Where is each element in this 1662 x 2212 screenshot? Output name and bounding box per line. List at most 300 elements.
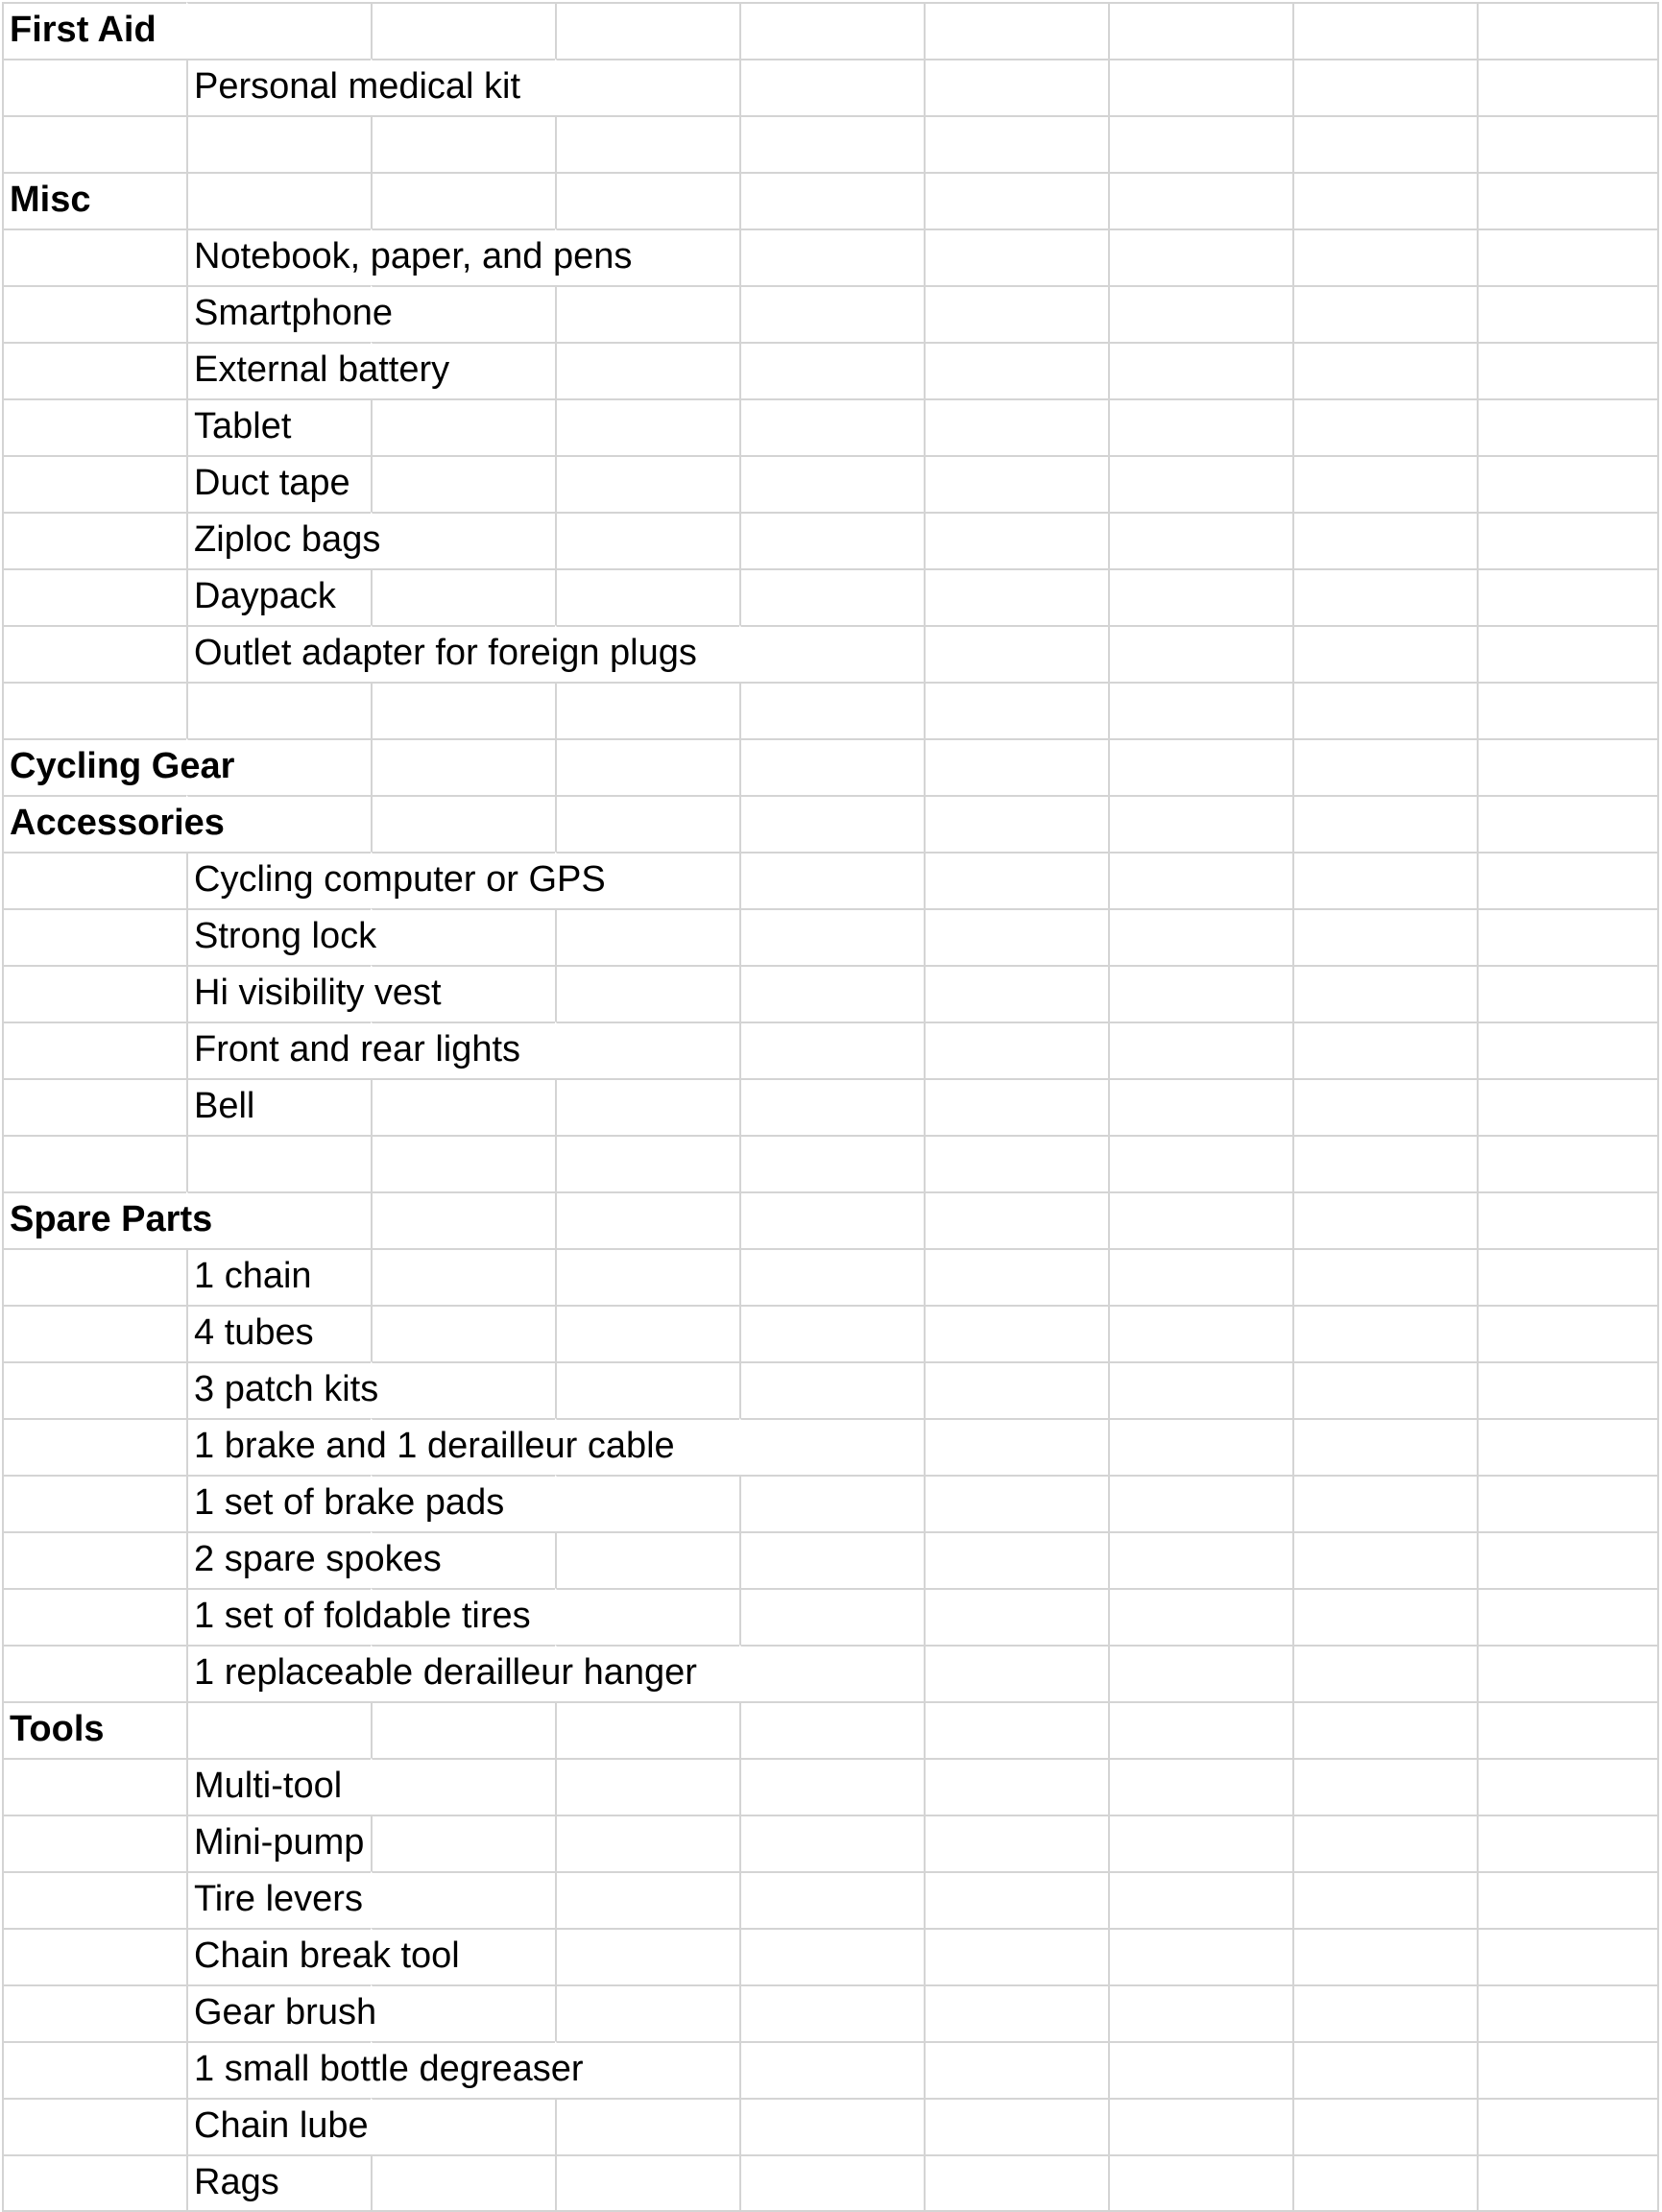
grid-cell[interactable] xyxy=(739,285,924,342)
grid-cell[interactable] xyxy=(924,1191,1108,1248)
grid-cell[interactable] xyxy=(1108,455,1292,512)
grid-cell[interactable] xyxy=(555,1984,739,2041)
grid-cell[interactable] xyxy=(739,2,924,59)
grid-cell[interactable] xyxy=(2,1531,186,1588)
grid-cell[interactable] xyxy=(1108,908,1292,965)
grid-cell[interactable] xyxy=(924,455,1108,512)
grid-cell[interactable] xyxy=(924,965,1108,1022)
grid-cell[interactable] xyxy=(1477,228,1659,285)
grid-cell[interactable] xyxy=(371,1701,555,1758)
grid-cell[interactable] xyxy=(1477,682,1659,738)
grid-cell[interactable] xyxy=(555,1135,739,1191)
grid-cell[interactable] xyxy=(1477,2,1659,59)
grid-cell[interactable] xyxy=(2,852,186,908)
grid-cell[interactable] xyxy=(371,172,555,228)
grid-cell[interactable] xyxy=(739,1305,924,1361)
grid-cell[interactable] xyxy=(739,1248,924,1305)
grid-cell[interactable] xyxy=(1108,1305,1292,1361)
grid-cell[interactable] xyxy=(1292,738,1477,795)
grid-cell[interactable] xyxy=(1292,1361,1477,1418)
grid-cell[interactable] xyxy=(371,568,555,625)
grid-cell[interactable] xyxy=(1292,1701,1477,1758)
grid-cell[interactable] xyxy=(1477,1758,1659,1815)
grid-cell[interactable] xyxy=(1292,172,1477,228)
grid-cell[interactable] xyxy=(555,1928,739,1984)
grid-cell[interactable] xyxy=(1108,1645,1292,1701)
grid-cell[interactable] xyxy=(1108,1248,1292,1305)
grid-cell[interactable] xyxy=(2,1815,186,1871)
grid-cell[interactable] xyxy=(924,1305,1108,1361)
grid-cell[interactable] xyxy=(186,682,371,738)
grid-cell[interactable] xyxy=(1292,1645,1477,1701)
grid-cell[interactable] xyxy=(2,2098,186,2154)
grid-cell[interactable] xyxy=(924,1645,1108,1701)
grid-cell[interactable] xyxy=(739,1191,924,1248)
grid-cell[interactable] xyxy=(555,1022,739,1078)
grid-cell[interactable] xyxy=(924,1022,1108,1078)
grid-cell[interactable] xyxy=(186,172,371,228)
grid-cell[interactable] xyxy=(371,115,555,172)
grid-cell[interactable] xyxy=(1477,852,1659,908)
grid-cell[interactable] xyxy=(739,1078,924,1135)
grid-cell[interactable] xyxy=(1292,1531,1477,1588)
grid-cell[interactable] xyxy=(555,172,739,228)
grid-cell[interactable] xyxy=(1477,172,1659,228)
grid-cell[interactable] xyxy=(2,342,186,398)
checklist-item: 2 spare spokes xyxy=(194,1539,442,1579)
grid-cell[interactable] xyxy=(739,1418,924,1475)
grid-cell[interactable] xyxy=(555,738,739,795)
grid-cell[interactable] xyxy=(739,738,924,795)
grid-cell[interactable] xyxy=(739,2098,924,2154)
grid-cell[interactable] xyxy=(555,342,739,398)
grid-cell[interactable] xyxy=(371,1191,555,1248)
grid-cell[interactable] xyxy=(1477,738,1659,795)
grid-cell[interactable] xyxy=(1477,285,1659,342)
grid-cell[interactable] xyxy=(924,852,1108,908)
grid-cell[interactable] xyxy=(2,1871,186,1928)
grid-cell[interactable] xyxy=(1477,1815,1659,1871)
grid-cell[interactable] xyxy=(1477,1248,1659,1305)
grid-cell[interactable] xyxy=(555,455,739,512)
grid-cell[interactable] xyxy=(1108,682,1292,738)
grid-cell[interactable] xyxy=(924,1871,1108,1928)
grid-cell[interactable] xyxy=(555,1588,739,1645)
grid-cell[interactable] xyxy=(924,512,1108,568)
grid-cell[interactable] xyxy=(739,115,924,172)
grid-cell[interactable] xyxy=(1108,852,1292,908)
grid-cell[interactable] xyxy=(555,59,739,115)
grid-cell[interactable] xyxy=(2,228,186,285)
grid-cell[interactable] xyxy=(924,172,1108,228)
grid-cell[interactable] xyxy=(555,2154,739,2212)
grid-cell[interactable] xyxy=(924,59,1108,115)
grid-cell[interactable] xyxy=(739,512,924,568)
grid-cell[interactable] xyxy=(1292,342,1477,398)
grid-cell[interactable] xyxy=(1477,965,1659,1022)
grid-cell[interactable] xyxy=(186,1701,371,1758)
grid-cell[interactable] xyxy=(1108,625,1292,682)
grid-cell[interactable] xyxy=(1292,1871,1477,1928)
grid-cell[interactable] xyxy=(1108,1758,1292,1815)
grid-cell[interactable] xyxy=(1108,285,1292,342)
grid-cell[interactable] xyxy=(2,1135,186,1191)
grid-cell[interactable] xyxy=(2,1418,186,1475)
grid-cell[interactable] xyxy=(1477,1645,1659,1701)
grid-cell[interactable] xyxy=(1108,1135,1292,1191)
grid-cell[interactable] xyxy=(1108,1871,1292,1928)
grid-cell[interactable] xyxy=(371,2098,555,2154)
grid-cell[interactable] xyxy=(2,59,186,115)
grid-cell[interactable] xyxy=(1477,1475,1659,1531)
grid-cell[interactable] xyxy=(1477,1418,1659,1475)
grid-cell[interactable] xyxy=(1477,455,1659,512)
grid-cell[interactable] xyxy=(924,1984,1108,2041)
grid-cell[interactable] xyxy=(1108,2098,1292,2154)
grid-cell[interactable] xyxy=(555,1701,739,1758)
grid-cell[interactable] xyxy=(371,1758,555,1815)
grid-cell[interactable] xyxy=(739,1815,924,1871)
grid-cell[interactable] xyxy=(1108,568,1292,625)
grid-cell[interactable] xyxy=(555,2,739,59)
grid-cell[interactable] xyxy=(739,1022,924,1078)
grid-cell[interactable] xyxy=(2,1588,186,1645)
grid-cell[interactable] xyxy=(371,2154,555,2212)
grid-cell[interactable] xyxy=(555,1191,739,1248)
grid-cell[interactable] xyxy=(924,1248,1108,1305)
grid-cell[interactable] xyxy=(371,398,555,455)
grid-cell[interactable] xyxy=(555,1815,739,1871)
grid-cell[interactable] xyxy=(1477,568,1659,625)
grid-cell[interactable] xyxy=(1108,1078,1292,1135)
grid-cell[interactable] xyxy=(2,1022,186,1078)
grid-cell[interactable] xyxy=(739,795,924,852)
grid-cell[interactable] xyxy=(371,1871,555,1928)
grid-cell[interactable] xyxy=(1477,2154,1659,2212)
grid-cell[interactable] xyxy=(186,115,371,172)
grid-cell[interactable] xyxy=(1292,1984,1477,2041)
grid-cell[interactable] xyxy=(1477,1078,1659,1135)
grid-cell[interactable] xyxy=(924,1815,1108,1871)
grid-cell[interactable] xyxy=(555,1475,739,1531)
grid-cell[interactable] xyxy=(924,738,1108,795)
grid-cell[interactable] xyxy=(1292,228,1477,285)
grid-cell[interactable] xyxy=(1477,625,1659,682)
grid-cell[interactable] xyxy=(739,2154,924,2212)
grid-cell[interactable] xyxy=(924,342,1108,398)
item-row xyxy=(2,1588,1659,1645)
grid-cell[interactable] xyxy=(1292,1248,1477,1305)
grid-cell[interactable] xyxy=(924,2154,1108,2212)
grid-cell[interactable] xyxy=(1108,1531,1292,1588)
grid-cell[interactable] xyxy=(1477,1135,1659,1191)
grid-cell[interactable] xyxy=(555,1758,739,1815)
grid-cell[interactable] xyxy=(1292,2098,1477,2154)
grid-cell[interactable] xyxy=(1477,2041,1659,2098)
grid-cell[interactable] xyxy=(371,2,555,59)
grid-cell[interactable] xyxy=(739,1871,924,1928)
item-row xyxy=(2,908,1659,965)
grid-cell[interactable] xyxy=(924,1078,1108,1135)
grid-cell[interactable] xyxy=(1292,965,1477,1022)
grid-cell[interactable] xyxy=(2,1928,186,1984)
grid-cell[interactable] xyxy=(739,908,924,965)
grid-cell[interactable] xyxy=(1477,1531,1659,1588)
grid-cell[interactable] xyxy=(1477,1588,1659,1645)
grid-cell[interactable] xyxy=(1292,795,1477,852)
grid-cell[interactable] xyxy=(2,682,186,738)
grid-cell[interactable] xyxy=(2,908,186,965)
grid-cell[interactable] xyxy=(739,568,924,625)
grid-cell[interactable] xyxy=(1477,1701,1659,1758)
grid-cell[interactable] xyxy=(739,1984,924,2041)
grid-cell[interactable] xyxy=(1292,568,1477,625)
grid-cell[interactable] xyxy=(1292,455,1477,512)
grid-cell[interactable] xyxy=(555,115,739,172)
grid-cell[interactable] xyxy=(2,965,186,1022)
grid-cell[interactable] xyxy=(739,172,924,228)
grid-cell[interactable] xyxy=(1292,1758,1477,1815)
grid-cell[interactable] xyxy=(371,1815,555,1871)
grid-cell[interactable] xyxy=(555,1871,739,1928)
grid-cell[interactable] xyxy=(1292,908,1477,965)
grid-cell[interactable] xyxy=(924,1531,1108,1588)
grid-cell[interactable] xyxy=(739,1928,924,1984)
grid-cell[interactable] xyxy=(371,1135,555,1191)
grid-cell[interactable] xyxy=(2,1305,186,1361)
grid-cell[interactable] xyxy=(739,1531,924,1588)
grid-cell[interactable] xyxy=(2,625,186,682)
grid-cell[interactable] xyxy=(924,2,1108,59)
grid-cell[interactable] xyxy=(371,1361,555,1418)
grid-cell[interactable] xyxy=(371,1984,555,2041)
grid-cell[interactable] xyxy=(371,455,555,512)
grid-cell[interactable] xyxy=(924,398,1108,455)
grid-cell[interactable] xyxy=(555,795,739,852)
grid-cell[interactable] xyxy=(1477,1191,1659,1248)
grid-cell[interactable] xyxy=(1108,1475,1292,1531)
grid-cell[interactable] xyxy=(924,625,1108,682)
grid-cell[interactable] xyxy=(1108,1984,1292,2041)
grid-cell[interactable] xyxy=(739,455,924,512)
grid-cell[interactable] xyxy=(2,1984,186,2041)
grid-cell[interactable] xyxy=(1108,1815,1292,1871)
grid-cell[interactable] xyxy=(739,1701,924,1758)
grid-cell[interactable] xyxy=(924,2098,1108,2154)
grid-cell[interactable] xyxy=(186,1191,371,1248)
grid-cell[interactable] xyxy=(1108,115,1292,172)
grid-cell[interactable] xyxy=(924,1418,1108,1475)
grid-cell[interactable] xyxy=(1477,512,1659,568)
grid-cell[interactable] xyxy=(1292,625,1477,682)
grid-cell[interactable] xyxy=(1292,1815,1477,1871)
grid-cell[interactable] xyxy=(924,1588,1108,1645)
grid-cell[interactable] xyxy=(1108,2,1292,59)
grid-cell[interactable] xyxy=(1292,1135,1477,1191)
grid-cell[interactable] xyxy=(186,2,371,59)
item-row xyxy=(2,1815,1659,1871)
grid-cell[interactable] xyxy=(1292,2154,1477,2212)
grid-cell[interactable] xyxy=(2,1758,186,1815)
grid-cell[interactable] xyxy=(1292,1305,1477,1361)
checklist-item: External battery xyxy=(194,349,450,390)
grid-cell[interactable] xyxy=(2,455,186,512)
grid-cell[interactable] xyxy=(1477,115,1659,172)
grid-cell[interactable] xyxy=(924,2041,1108,2098)
grid-cell[interactable] xyxy=(1292,1475,1477,1531)
grid-cell[interactable] xyxy=(2,2041,186,2098)
grid-cell[interactable] xyxy=(1108,1361,1292,1418)
section-header: Spare Parts xyxy=(10,1199,213,1239)
grid-cell[interactable] xyxy=(1292,1191,1477,1248)
grid-cell[interactable] xyxy=(1108,1191,1292,1248)
grid-cell[interactable] xyxy=(1108,1022,1292,1078)
grid-cell[interactable] xyxy=(2,1645,186,1701)
grid-cell[interactable] xyxy=(1108,795,1292,852)
grid-cell[interactable] xyxy=(1292,59,1477,115)
grid-cell[interactable] xyxy=(739,1588,924,1645)
grid-cell[interactable] xyxy=(2,512,186,568)
grid-cell[interactable] xyxy=(924,795,1108,852)
grid-cell[interactable] xyxy=(1477,2098,1659,2154)
grid-cell[interactable] xyxy=(739,1758,924,1815)
grid-cell[interactable] xyxy=(924,115,1108,172)
grid-cell[interactable] xyxy=(1292,398,1477,455)
grid-cell[interactable] xyxy=(739,625,924,682)
grid-cell[interactable] xyxy=(739,398,924,455)
grid-cell[interactable] xyxy=(1292,1588,1477,1645)
grid-cell[interactable] xyxy=(1108,1588,1292,1645)
grid-cell[interactable] xyxy=(1477,342,1659,398)
grid-cell[interactable] xyxy=(1477,795,1659,852)
grid-cell[interactable] xyxy=(2,1248,186,1305)
grid-cell[interactable] xyxy=(555,908,739,965)
grid-cell[interactable] xyxy=(1292,1078,1477,1135)
grid-cell[interactable] xyxy=(739,228,924,285)
grid-cell[interactable] xyxy=(924,285,1108,342)
grid-cell[interactable] xyxy=(371,1248,555,1305)
grid-cell[interactable] xyxy=(555,398,739,455)
grid-cell[interactable] xyxy=(1292,115,1477,172)
grid-cell[interactable] xyxy=(924,1361,1108,1418)
grid-cell[interactable] xyxy=(924,568,1108,625)
grid-cell[interactable] xyxy=(555,682,739,738)
grid-cell[interactable] xyxy=(1108,512,1292,568)
grid-cell[interactable] xyxy=(1108,228,1292,285)
grid-cell[interactable] xyxy=(1108,738,1292,795)
grid-cell[interactable] xyxy=(1292,852,1477,908)
grid-cell[interactable] xyxy=(1292,1022,1477,1078)
grid-cell[interactable] xyxy=(1292,1418,1477,1475)
grid-cell[interactable] xyxy=(555,1361,739,1418)
grid-cell[interactable] xyxy=(1292,285,1477,342)
grid-cell[interactable] xyxy=(924,1701,1108,1758)
grid-cell[interactable] xyxy=(1292,2,1477,59)
grid-cell[interactable] xyxy=(924,908,1108,965)
grid-cell[interactable] xyxy=(1477,1984,1659,2041)
grid-cell[interactable] xyxy=(371,682,555,738)
grid-cell[interactable] xyxy=(739,1475,924,1531)
grid-cell[interactable] xyxy=(924,228,1108,285)
grid-cell[interactable] xyxy=(1477,398,1659,455)
grid-cell[interactable] xyxy=(555,1531,739,1588)
grid-cell[interactable] xyxy=(1477,908,1659,965)
grid-cell[interactable] xyxy=(1292,1928,1477,1984)
grid-cell[interactable] xyxy=(371,738,555,795)
grid-cell[interactable] xyxy=(739,1135,924,1191)
grid-cell[interactable] xyxy=(1477,1022,1659,1078)
grid-cell[interactable] xyxy=(371,1305,555,1361)
grid-cell[interactable] xyxy=(739,2041,924,2098)
grid-cell[interactable] xyxy=(1108,398,1292,455)
grid-cell[interactable] xyxy=(739,682,924,738)
grid-cell[interactable] xyxy=(555,512,739,568)
grid-cell[interactable] xyxy=(1108,2041,1292,2098)
grid-cell[interactable] xyxy=(924,1758,1108,1815)
grid-cell[interactable] xyxy=(555,568,739,625)
grid-cell[interactable] xyxy=(1292,512,1477,568)
grid-cell[interactable] xyxy=(1108,1418,1292,1475)
grid-cell[interactable] xyxy=(2,285,186,342)
grid-cell[interactable] xyxy=(924,1928,1108,1984)
grid-cell[interactable] xyxy=(924,1135,1108,1191)
grid-cell[interactable] xyxy=(2,2154,186,2212)
grid-cell[interactable] xyxy=(739,852,924,908)
grid-cell[interactable] xyxy=(2,1361,186,1418)
grid-cell[interactable] xyxy=(1108,2154,1292,2212)
grid-cell[interactable] xyxy=(1477,1305,1659,1361)
grid-cell[interactable] xyxy=(2,568,186,625)
grid-cell[interactable] xyxy=(1108,59,1292,115)
grid-cell[interactable] xyxy=(2,1475,186,1531)
grid-cell[interactable] xyxy=(739,1645,924,1701)
grid-cell[interactable] xyxy=(739,59,924,115)
grid-cell[interactable] xyxy=(1108,1701,1292,1758)
grid-cell[interactable] xyxy=(2,115,186,172)
grid-cell[interactable] xyxy=(555,1305,739,1361)
grid-cell[interactable] xyxy=(739,965,924,1022)
grid-cell[interactable] xyxy=(2,398,186,455)
grid-cell[interactable] xyxy=(555,2098,739,2154)
grid-cell[interactable] xyxy=(371,1078,555,1135)
grid-cell[interactable] xyxy=(1292,682,1477,738)
grid-cell[interactable] xyxy=(1108,172,1292,228)
grid-cell[interactable] xyxy=(1292,2041,1477,2098)
grid-cell[interactable] xyxy=(1108,1928,1292,1984)
grid-cell[interactable] xyxy=(739,1361,924,1418)
grid-cell[interactable] xyxy=(924,1475,1108,1531)
checklist-item: Hi visibility vest xyxy=(194,973,442,1013)
grid-cell[interactable] xyxy=(1108,342,1292,398)
grid-cell[interactable] xyxy=(1477,1871,1659,1928)
grid-cell[interactable] xyxy=(555,1248,739,1305)
grid-cell[interactable] xyxy=(555,965,739,1022)
grid-cell[interactable] xyxy=(186,1135,371,1191)
grid-cell[interactable] xyxy=(555,285,739,342)
grid-cell[interactable] xyxy=(371,908,555,965)
grid-cell[interactable] xyxy=(924,682,1108,738)
grid-cell[interactable] xyxy=(555,1078,739,1135)
grid-cell[interactable] xyxy=(1108,965,1292,1022)
grid-cell[interactable] xyxy=(739,342,924,398)
grid-cell[interactable] xyxy=(2,1078,186,1135)
grid-cell[interactable] xyxy=(371,285,555,342)
grid-cell[interactable] xyxy=(1477,59,1659,115)
grid-cell[interactable] xyxy=(1477,1361,1659,1418)
grid-cell[interactable] xyxy=(371,795,555,852)
grid-cell[interactable] xyxy=(1477,1928,1659,1984)
grid-cell[interactable] xyxy=(371,512,555,568)
